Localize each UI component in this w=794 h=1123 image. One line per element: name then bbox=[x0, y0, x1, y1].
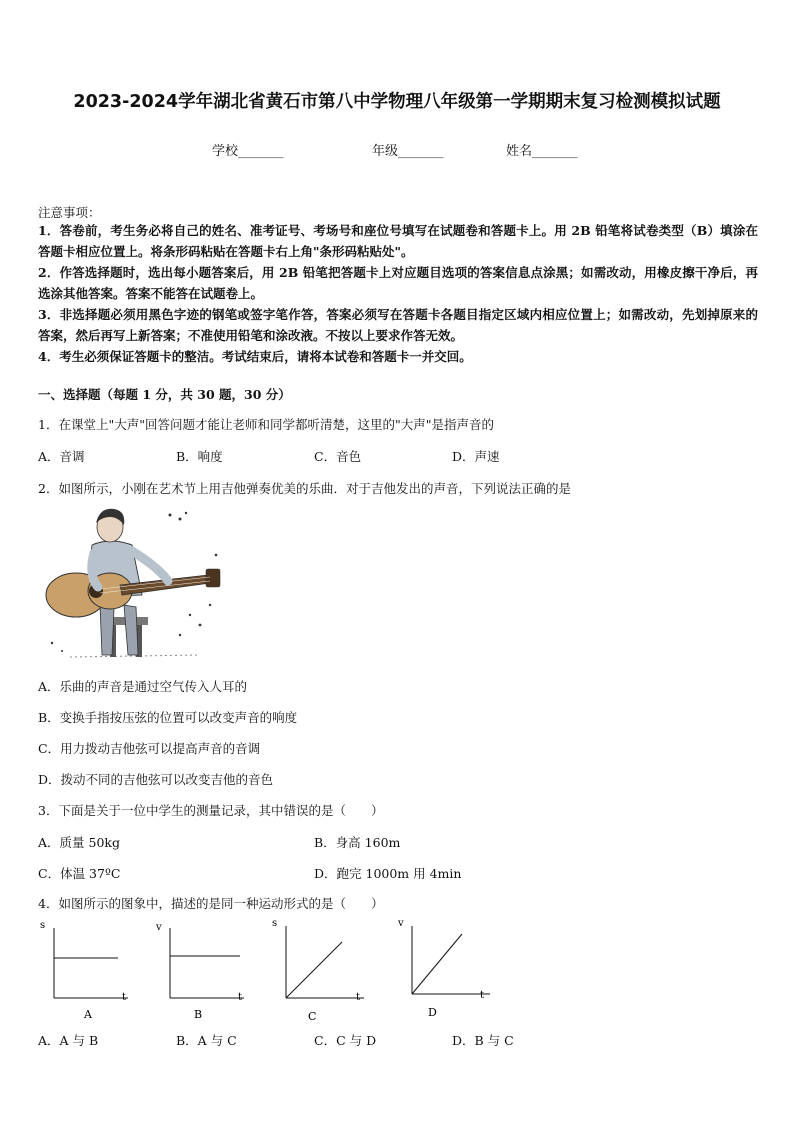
section-title: 一、选择题（每题 1 分，共 30 题，30 分） bbox=[38, 387, 291, 402]
question-1-option-d[interactable]: D．声速 bbox=[452, 449, 500, 464]
school-field[interactable]: 学校_______ bbox=[212, 144, 284, 159]
question-1-option-a[interactable]: A．音调 bbox=[38, 449, 85, 464]
graph-b bbox=[154, 918, 254, 1024]
question-1-stem: 1．在课堂上"大声"回答问题才能让老师和同学都听清楚，这里的"大声"是指声音的 bbox=[38, 417, 494, 432]
question-3-option-b[interactable]: B．身高 160m bbox=[314, 835, 401, 850]
question-1-option-b[interactable]: B．响度 bbox=[176, 449, 223, 464]
notice-heading: 注意事项： bbox=[38, 205, 101, 220]
question-4-option-b[interactable]: B．A 与 C bbox=[176, 1033, 237, 1048]
graph-d-xlabel: t bbox=[480, 990, 485, 1001]
question-3-stem: 3．下面是关于一位中学生的测量记录，其中错误的是（ ） bbox=[38, 803, 384, 818]
graph-c-ylabel: s bbox=[272, 918, 278, 929]
graph-b-xlabel: t bbox=[238, 992, 243, 1003]
question-2-option-a[interactable]: A．乐曲的声音是通过空气传入人耳的 bbox=[38, 679, 248, 694]
graph-b-ylabel: v bbox=[156, 922, 162, 933]
question-1-option-c[interactable]: C．音色 bbox=[314, 449, 362, 464]
question-3-option-c[interactable]: C．体温 37ºC bbox=[38, 866, 121, 881]
graph-a-caption: A bbox=[84, 1008, 92, 1021]
question-2-option-d[interactable]: D．拨动不同的吉他弦可以改变吉他的音色 bbox=[38, 772, 274, 787]
graph-c-xlabel: t bbox=[356, 992, 361, 1003]
question-4-option-a[interactable]: A．A 与 B bbox=[38, 1033, 99, 1048]
question-4-option-c[interactable]: C．C 与 D bbox=[314, 1033, 377, 1048]
notice-item-4: 4．考生必须保证答题卡的整洁。考试结束后，请将本试卷和答题卡一并交回。 bbox=[38, 349, 472, 364]
question-2-option-c[interactable]: C．用力拨动吉他弦可以提高声音的音调 bbox=[38, 741, 261, 756]
guitar-player-illustration bbox=[40, 505, 225, 665]
question-3-option-d[interactable]: D．跑完 1000m 用 4min bbox=[314, 866, 462, 881]
question-4-stem: 4．如图所示的图象中，描述的是同一种运动形式的是（ ） bbox=[38, 896, 384, 911]
graph-c-caption: C bbox=[308, 1010, 317, 1023]
question-3-option-a[interactable]: A．质量 50kg bbox=[38, 835, 120, 850]
graph-a bbox=[38, 918, 138, 1024]
question-2-stem: 2．如图所示，小刚在艺术节上用吉他弹奏优美的乐曲．对于吉他发出的声音，下列说法正确的是 bbox=[38, 481, 571, 496]
graph-b-caption: B bbox=[194, 1008, 203, 1021]
question-4-option-d[interactable]: D．B 与 C bbox=[452, 1033, 514, 1048]
graph-a-ylabel: s bbox=[40, 920, 46, 931]
graph-d bbox=[396, 914, 496, 1024]
graph-d-caption: D bbox=[428, 1006, 437, 1019]
graph-c bbox=[270, 914, 374, 1024]
notice-item-2: 2．作答选择题时，选出每小题答案后，用 2B 铅笔把答题卡上对应题目选项的答案信息点涂黑；如需改动，用橡皮擦干净后，再选涂其他答案。答案不能答在试题卷上。 bbox=[38, 265, 758, 301]
name-field[interactable]: 姓名_______ bbox=[506, 144, 578, 159]
question-2-option-b[interactable]: B．变换手指按压弦的位置可以改变声音的响度 bbox=[38, 710, 298, 725]
graph-d-ylabel: v bbox=[398, 918, 404, 929]
notice-item-3: 3．非选择题必须用黑色字迹的钢笔或签字笔作答，答案必须写在答题卡各题目指定区域内相应位置上；如需改动，先划掉原来的答案，然后再写上新答案；不准使用铅笔和涂改液。不按以上要求作答无效。 bbox=[38, 307, 758, 343]
page-title: 2023-2024学年湖北省黄石市第八中学物理八年级第一学期期末复习检测模拟试题 bbox=[73, 92, 721, 112]
graph-a-xlabel: t bbox=[122, 992, 127, 1003]
grade-field[interactable]: 年级_______ bbox=[372, 144, 444, 159]
notice-item-1: 1．答卷前，考生务必将自己的姓名、准考证号、考场号和座位号填写在试题卷和答题卡上。用 2B 铅笔将试卷类型（B）填涂在答题卡相应位置上。将条形码粘贴在答题卡右上角"条形码粘贴处"。 bbox=[38, 223, 758, 259]
